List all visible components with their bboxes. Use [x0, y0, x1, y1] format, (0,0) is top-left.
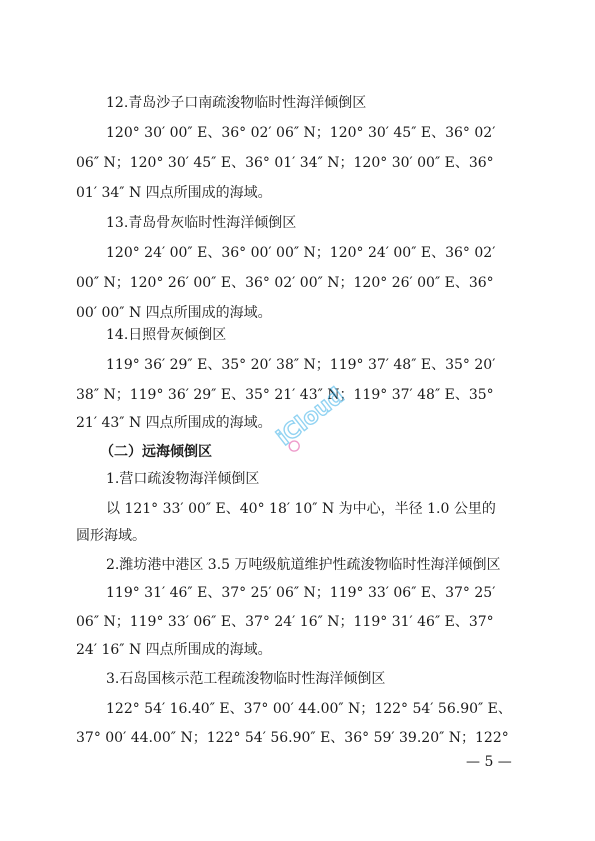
coordinate-line: 21′ 43″ N 四点所围成的海域。 [76, 415, 272, 431]
coordinate-line: 01′ 34″ N 四点所围成的海域。 [76, 185, 272, 201]
svg-text:iCloud: iCloud [272, 383, 350, 452]
coordinate-line: 24′ 16″ N 四点所围成的海域。 [76, 642, 272, 658]
page-number: — 5 — [466, 754, 512, 770]
coordinate-line: 119° 31′ 46″ E、37° 25′ 06″ N；119° 33′ 06″ E、37° 25′ [106, 585, 496, 601]
section-heading-3: 3.石岛国核示范工程疏浚物临时性海洋倾倒区 [106, 671, 386, 687]
coordinate-line: 37° 00′ 44.00″ N；122° 54′ 56.90″ E、36° 59′ 39.20″ N；122° [76, 730, 509, 746]
section-heading-14: 14.日照骨灰倾倒区 [106, 327, 227, 343]
coordinate-line: 以 121° 33′ 00″ E、40° 18′ 10″ N 为中心，半径 1.0 公里的 [106, 501, 496, 517]
coordinate-line: 120° 30′ 00″ E、36° 02′ 06″ N；120° 30′ 45″ E、36° 02′ [106, 125, 496, 141]
coordinate-line: 119° 36′ 29″ E、35° 20′ 38″ N；119° 37′ 48″ E、35° 20′ [106, 357, 496, 373]
coordinate-line: 06″ N；119° 33′ 06″ E、37° 24′ 16″ N；119° 31′ 46″ E、37° [76, 614, 494, 630]
section-heading-1: 1.营口疏浚物海洋倾倒区 [106, 471, 260, 487]
coordinate-line: 00″ N；120° 26′ 00″ E、36° 02′ 00″ N；120° 26′ 00″ E、36° [76, 275, 494, 291]
coordinate-line: 00′ 00″ N 四点所围成的海域。 [76, 305, 272, 321]
coordinate-line: 06″ N；120° 30′ 45″ E、36° 01′ 34″ N；120° 30′ 00″ E、36° [76, 155, 494, 171]
coordinate-line: 圆形海域。 [76, 528, 146, 544]
subsection-heading: （二）远海倾倒区 [100, 444, 212, 460]
coordinate-line: 120° 24′ 00″ E、36° 00′ 00″ N；120° 24′ 00″ E、36° 02′ [106, 245, 496, 261]
section-heading-13: 13.青岛骨灰临时性海洋倾倒区 [106, 215, 297, 231]
section-heading-12: 12.青岛沙子口南疏浚物临时性海洋倾倒区 [106, 95, 367, 111]
coordinate-line: 38″ N；119° 36′ 29″ E、35° 21′ 43″ N；119° 37′ 48″ E、35° [76, 387, 494, 403]
coordinate-line: 122° 54′ 16.40″ E、37° 00′ 44.00″ N；122° 54′ 56.90″ E、 [106, 701, 512, 717]
section-heading-2: 2.潍坊港中港区 3.5 万吨级航道维护性疏浚物临时性海洋倾倒区 [106, 557, 501, 573]
